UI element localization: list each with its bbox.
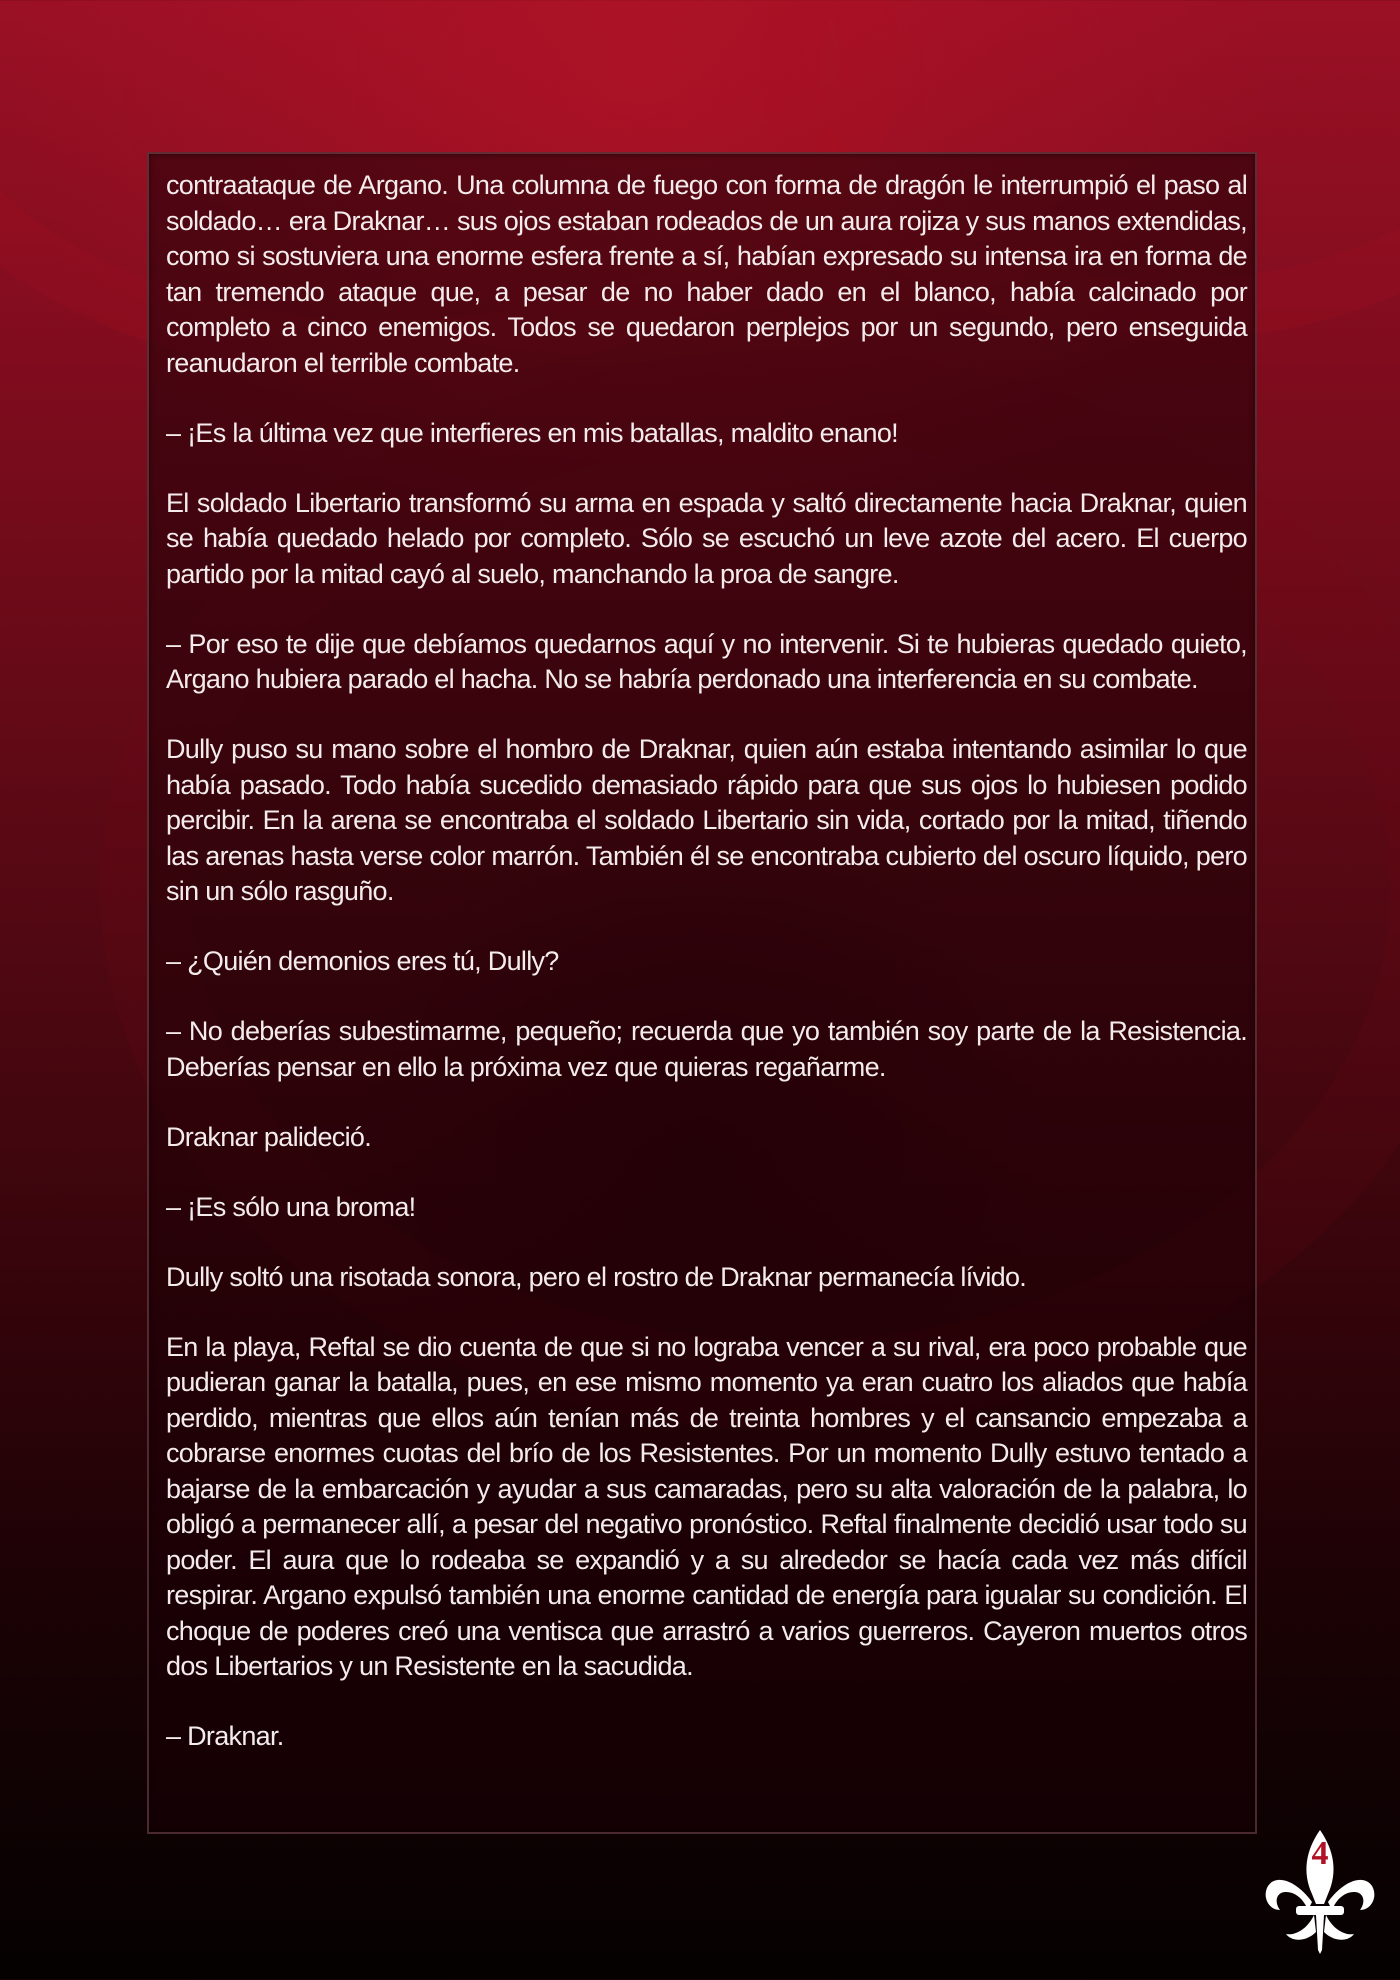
paragraph: – Draknar. [166, 1721, 284, 1751]
page-ornament [1262, 1828, 1378, 1956]
paragraph: – ¡Es la última vez que interfieres en mis batallas, maldito enano! [166, 417, 898, 448]
paragraph: – Por eso te dije que debíamos quedarnos aquí y no intervenir. Si te hubieras quedado quieto, Argano hubiera parado el hacha. No se habría perdonado una interferencia en su combate. [166, 628, 1247, 694]
paragraph: – No deberías subestimarme, pequeño; recuerda que yo también soy parte de la Resistencia. Deberías pensar en ello la próxima vez que quieras regañarme. [166, 1016, 1247, 1082]
paragraph: – ¡Es sólo una broma! [166, 1191, 416, 1222]
page-number: 4 [1311, 1835, 1329, 1872]
paragraph: Draknar palideció. [166, 1121, 372, 1152]
paragraph: Dully puso su mano sobre el hombro de Draknar, quien aún estaba intentando asimilar lo que había pasado. Todo había sucedido demasiado rápido para que sus ojos lo hubiesen podido percibir. En la arena se encontraba el soldado Libertario sin vida, cortado por la mitad, tiñendo las arenas hasta verse color marrón. También él se encontraba cubierto del oscuro líquido, pero sin un sólo rasguño. [166, 734, 1247, 906]
paragraph: – ¿Quién demonios eres tú, Dully? [166, 946, 559, 976]
paragraph: El soldado Libertario transformó su arma en espada y saltó directamente hacia Draknar, quien se había quedado helado por completo. Sólo se escuchó un leve azote del acero. El cuerpo partido por la mitad cayó al suelo, manchando la proa de sangre. [166, 487, 1247, 589]
paragraph: contraataque de Argano. Una columna de fuego con forma de dragón le interrumpió el paso al soldado… era Draknar… sus ojos estaban rodeados de un aura rojiza y sus manos extendidas, como si sostuviera una enorme esfera frente a sí, habían expresado su intensa ira en forma de tan tremendo ataque que, a pesar de no haber dado en el blanco, había calcinado por completo a cinco enemigos. Todos se quedaron perplejos por un segundo, pero enseguida reanudaron el terrible combate. [166, 170, 1247, 378]
text-panel [147, 152, 1257, 1834]
paragraph: En la playa, Reftal se dio cuenta de que si no lograba vencer a su rival, era poco probable que pudieran ganar la batalla, pues, en ese mismo momento ya eran cuatro los aliados que había perdido, mientras que ellos aún tenían más de treinta hombres y el cansancio empezaba a cobrarse enormes cuotas del brío de los Resistentes. Por un momento Dully estuvo tentado a bajarse de la embarcación y ayudar a sus camaradas, pero su alta valoración de la palabra, lo obligó a permanecer allí, a pesar del negativo pronóstico. Reftal finalmente decidió usar todo su poder. El aura que lo rodeaba se expandió y a su alrededor se hacía cada vez más difícil respirar. Argano expulsó también una enorme cantidad de energía para igualar su condición. El choque de poderes creó una ventisca que arrastró a varios guerreros. Cayeron muertos otros dos Libertarios y un Resistente en la sacudida. [166, 1331, 1247, 1681]
paragraph: Dully soltó una risotada sonora, pero el rostro de Draknar permanecía lívido. [166, 1261, 1027, 1292]
